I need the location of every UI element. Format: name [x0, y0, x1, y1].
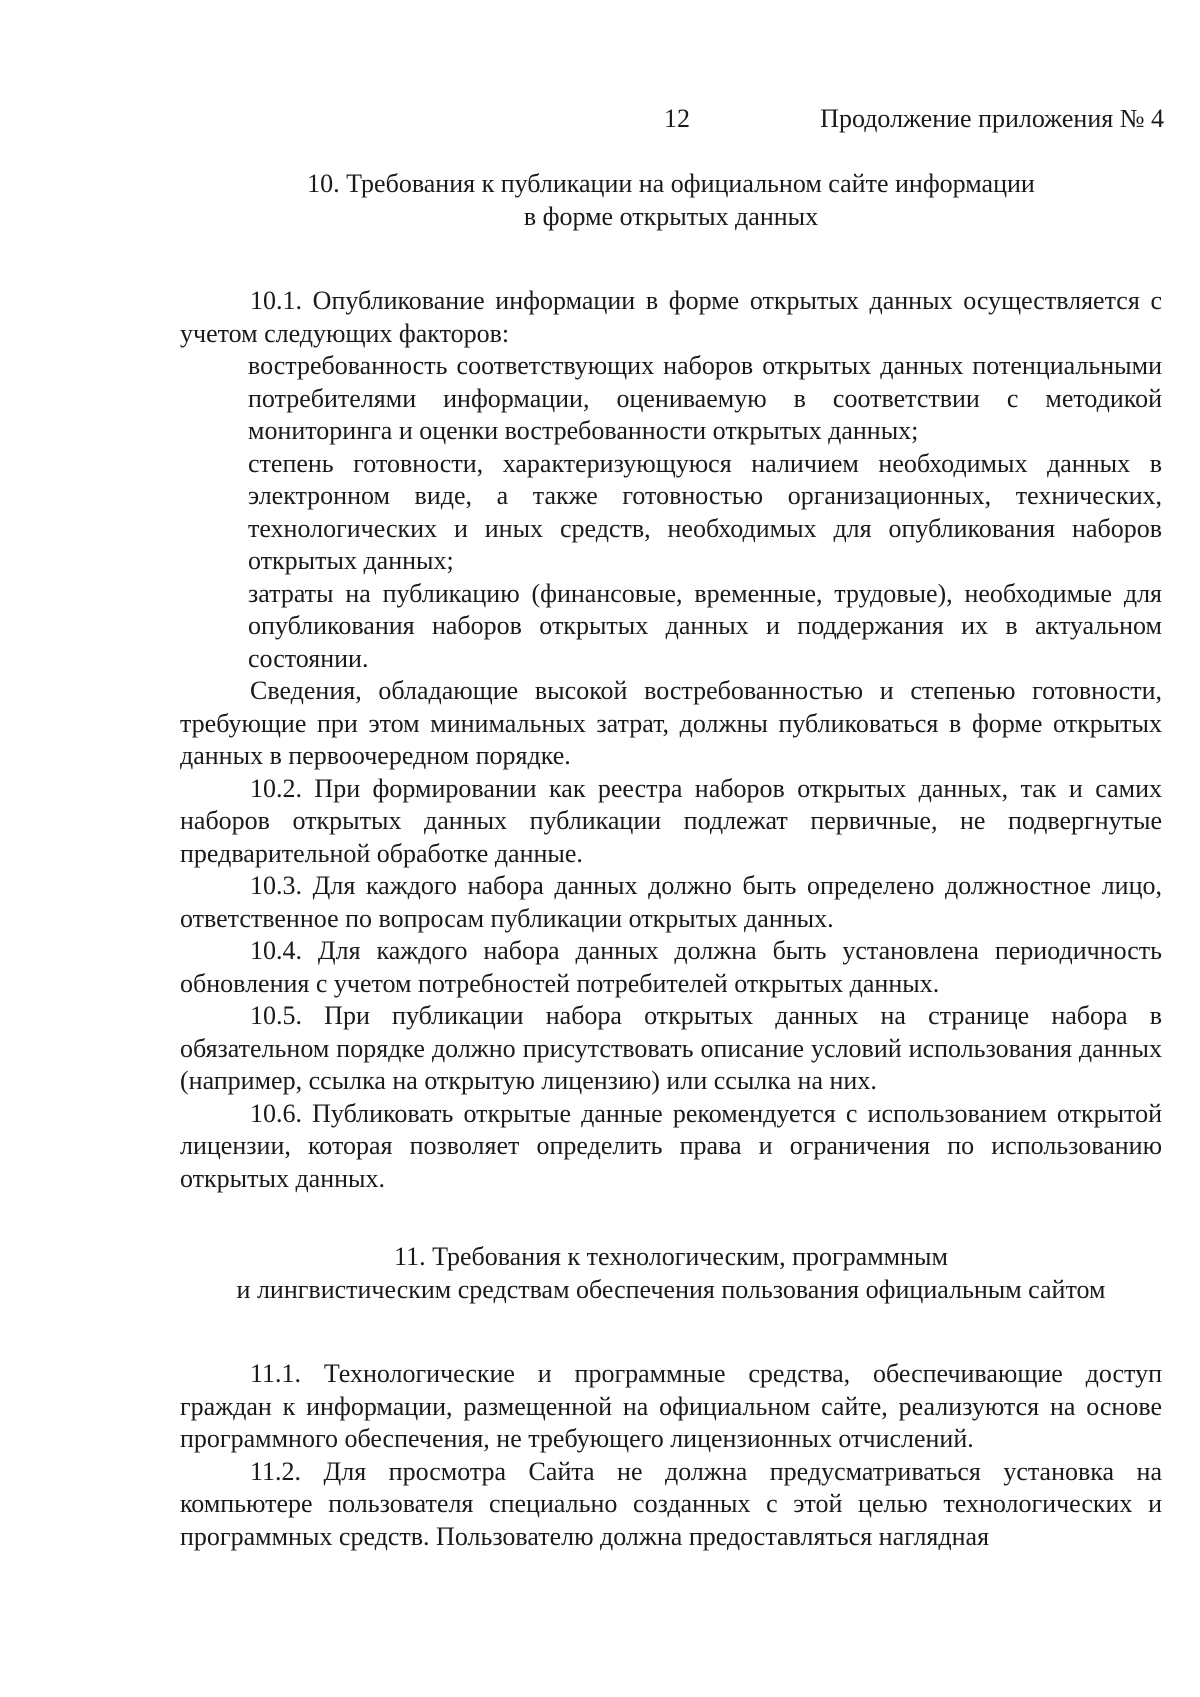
section-10-title [180, 168, 1162, 233]
factor-item-readiness: степень готовности, характеризующуюся наличием необходимых данных в электронном виде, а также готовностью организационных, технических, технологических и иных средств, необходимых для опубликования наборов открытых данных; [248, 448, 1162, 575]
spacer [180, 233, 1162, 285]
page-number: 12 [664, 104, 690, 133]
factor-item-costs: затраты на публикацию (финансовые, временные, трудовые), необходимые для опубликования наборов открытых данных и поддержания их в актуальном состоянии. [248, 578, 1162, 673]
section-10-title-line-2: в форме открытых данных [523, 201, 819, 231]
factor-item-demand: востребованность соответствующих наборов открытых данных потенциальными потребителями информации, оцениваемую в соответствии с методикой мониторинга и оценки востребованности открытых данных; [248, 351, 1162, 445]
paragraph-10-5: 10.5. При публикации набора открытых данных на странице набора в обязательном порядке должно присутствовать описание условий использования данных (например, ссылка на открытую лицензию) или ссылка на них. [180, 1001, 1162, 1095]
spacer [180, 1195, 1162, 1241]
paragraph-10-1: 10.1. Опубликование информации в форме открытых данных осуществляется с учетом следующих факторов: [180, 286, 1162, 348]
appendix-label: Продолжение приложения № 4 [820, 104, 1164, 133]
section-11-title-line-1: 11. Требования к технологическим, программным [394, 1242, 948, 1271]
spacer [180, 1306, 1162, 1358]
page-header [0, 104, 1200, 144]
section-11-title-line-2: и лингвистическим средствам обеспечения пользования официальным сайтом [236, 1274, 1106, 1304]
paragraph-11-2: 11.2. Для просмотра Сайта не должна предусматриваться установка на компьютере пользователя специально созданных с этой целью технологических и программных средств. Пользователю должна предоставляться наглядная [180, 1456, 1162, 1551]
document-body [180, 168, 1162, 1553]
paragraph-10-4: 10.4. Для каждого набора данных должна быть установлена периодичность обновления с учетом потребностей потребителей открытых данных. [180, 936, 1162, 998]
section-11-title [180, 1241, 1162, 1306]
section-10-title-line-1: 10. Требования к публикации на официальном сайте информации [307, 169, 1035, 198]
paragraph-10-6: 10.6. Публиковать открытые данные рекомендуется с использованием открытой лицензии, которая позволяет определить права и ограничения по использованию открытых данных. [180, 1098, 1162, 1193]
paragraph-10-3: 10.3. Для каждого набора данных должно быть определено должностное лицо, ответственное по вопросам публикации открытых данных. [180, 871, 1162, 933]
paragraph-svedeniya: Сведения, обладающие высокой востребованностью и степенью готовности, требующие при этом минимальных затрат, должны публиковаться в форме открытых данных в первоочередном порядке. [180, 676, 1162, 770]
paragraph-10-2: 10.2. При формировании как реестра наборов открытых данных, так и самих наборов открытых данных публикации подлежат первичные, не подвергнутые предварительной обработке данные. [180, 773, 1162, 868]
paragraph-11-1: 11.1. Технологические и программные средства, обеспечивающие доступ граждан к информации, размещенной на официальном сайте, реализуются на основе программного обеспечения, не требующего лицензионных отчислений. [180, 1359, 1162, 1453]
